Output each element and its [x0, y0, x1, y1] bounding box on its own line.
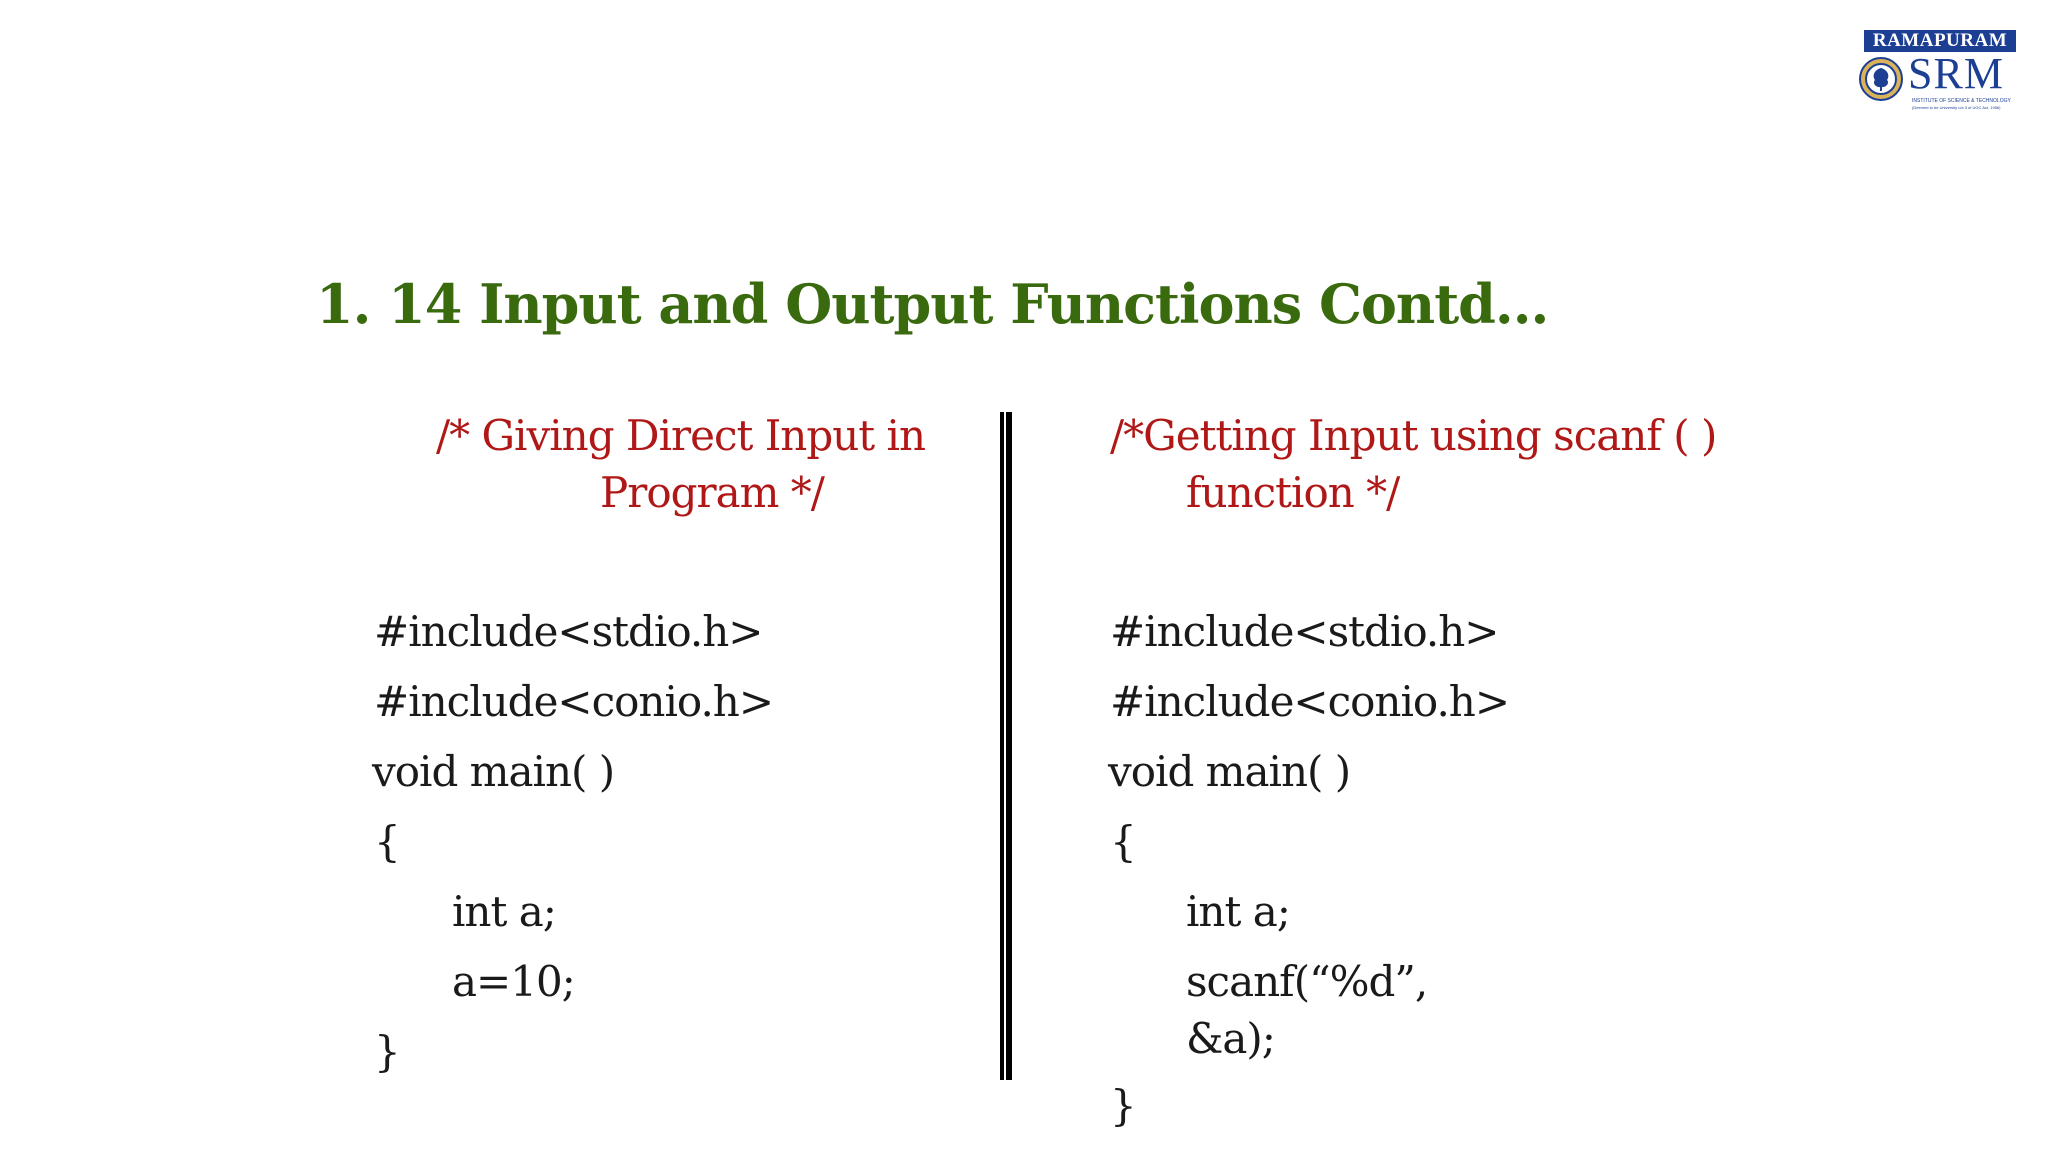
emblem-icon	[1858, 56, 1904, 102]
logo-tagline: INSTITUTE OF SCIENCE & TECHNOLOGY	[1912, 98, 2011, 104]
left-code-line: {	[374, 817, 400, 866]
right-code-line: void main( )	[1108, 747, 1351, 796]
left-code-line: int a;	[452, 887, 556, 936]
left-code-line: #include<conio.h>	[374, 677, 774, 726]
srm-logo	[1856, 28, 2024, 112]
left-comment-line-2: Program */	[600, 468, 824, 517]
right-code-line: int a;	[1186, 887, 1290, 936]
left-comment-line-1: /* Giving Direct Input in	[436, 411, 926, 460]
logo-banner: RAMAPURAM	[1864, 30, 2016, 52]
left-code-line: }	[374, 1027, 400, 1076]
right-comment-line-1: /*Getting Input using scanf ( )	[1110, 411, 1717, 460]
column-divider	[1000, 412, 1012, 1080]
right-code-line: &a);	[1186, 1014, 1275, 1063]
right-code-line: #include<conio.h>	[1110, 677, 1510, 726]
right-code-line: scanf(“%d”,	[1186, 957, 1428, 1006]
right-comment-line-2: function */	[1186, 468, 1400, 517]
left-code-line: #include<stdio.h>	[374, 607, 763, 656]
right-code-line: {	[1110, 817, 1136, 866]
logo-name: SRM	[1908, 49, 2004, 98]
logo-subtext: (Deemed to be University u/s 3 of UGC Act, 1956)	[1912, 105, 2001, 110]
right-code-line: }	[1110, 1081, 1136, 1130]
left-code-line: a=10;	[452, 957, 575, 1006]
slide-title: 1. 14 Input and Output Functions Contd...	[316, 272, 1549, 336]
left-code-line: void main( )	[372, 747, 615, 796]
right-code-line: #include<stdio.h>	[1110, 607, 1499, 656]
